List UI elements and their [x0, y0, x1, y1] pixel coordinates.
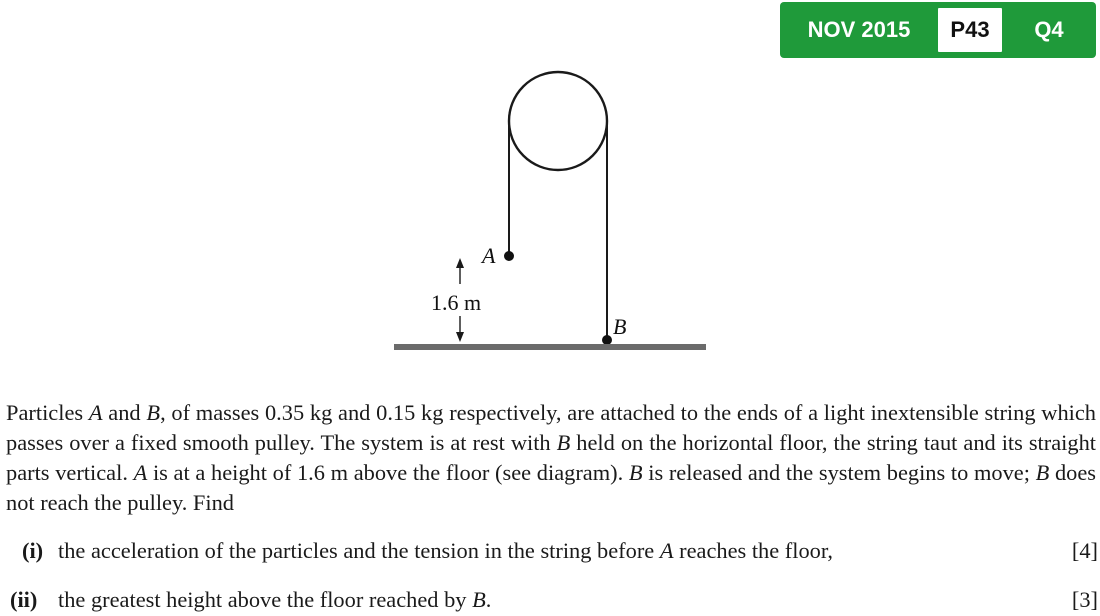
- stem-text: Particles: [6, 400, 89, 425]
- question-stem: [6, 398, 1096, 518]
- part-marks: [4]: [1071, 538, 1098, 563]
- stem-var-b: B: [628, 460, 643, 485]
- stem-text: , of masses 0.35 kg and 0.15 kg respectively, are attached to the ends of a light inextensible string which passes over a fixed smooth pulley. The system is at rest with: [6, 400, 1096, 455]
- question-number: Q4: [1034, 17, 1064, 42]
- part-var: B: [472, 587, 486, 612]
- stem-var-a: A: [133, 460, 148, 485]
- part-number: (ii): [10, 587, 38, 612]
- part-text-after: .: [485, 587, 492, 612]
- stem-var-a: A: [88, 400, 103, 425]
- stem-text: does not reach the pulley. Find: [6, 460, 1097, 515]
- stem-var-b: B: [1035, 460, 1050, 485]
- stem-var-b: B: [146, 400, 161, 425]
- stem-text: is released and the system begins to move;: [642, 460, 1036, 485]
- stem-text: is at a height of 1.6 m above the floor (see diagram).: [147, 460, 629, 485]
- part-number: (i): [22, 538, 44, 563]
- stem-text: held on the horizontal floor, the string taut and its straight parts vertical.: [6, 430, 1096, 485]
- height-arrowhead-bottom: [456, 332, 464, 342]
- part-text-after: reaches the floor,: [673, 538, 834, 563]
- particle-b: [602, 335, 612, 345]
- particle-a: [504, 251, 514, 261]
- part-text: [58, 585, 1038, 615]
- stem-var-b: B: [556, 430, 571, 455]
- pulley-wheel: [509, 72, 607, 170]
- floor: [394, 344, 706, 350]
- question-part-i: [0, 536, 1098, 566]
- height-label: 1.6 m: [431, 290, 482, 315]
- part-text-before: the acceleration of the particles and the tension in the string before: [58, 538, 660, 563]
- particle-b-label: B: [613, 314, 627, 339]
- part-text-before: the greatest height above the floor reached by: [58, 587, 473, 612]
- stem-text: and: [102, 400, 147, 425]
- particle-a-label: A: [482, 243, 496, 268]
- part-marks: [3]: [1071, 587, 1098, 612]
- question-part-ii: [0, 585, 1098, 615]
- paper-number: P43: [938, 8, 1002, 52]
- part-var: A: [659, 538, 674, 563]
- height-arrowhead-top: [456, 258, 464, 268]
- exam-session: NOV 2015: [807, 17, 911, 42]
- part-text: [58, 536, 1038, 566]
